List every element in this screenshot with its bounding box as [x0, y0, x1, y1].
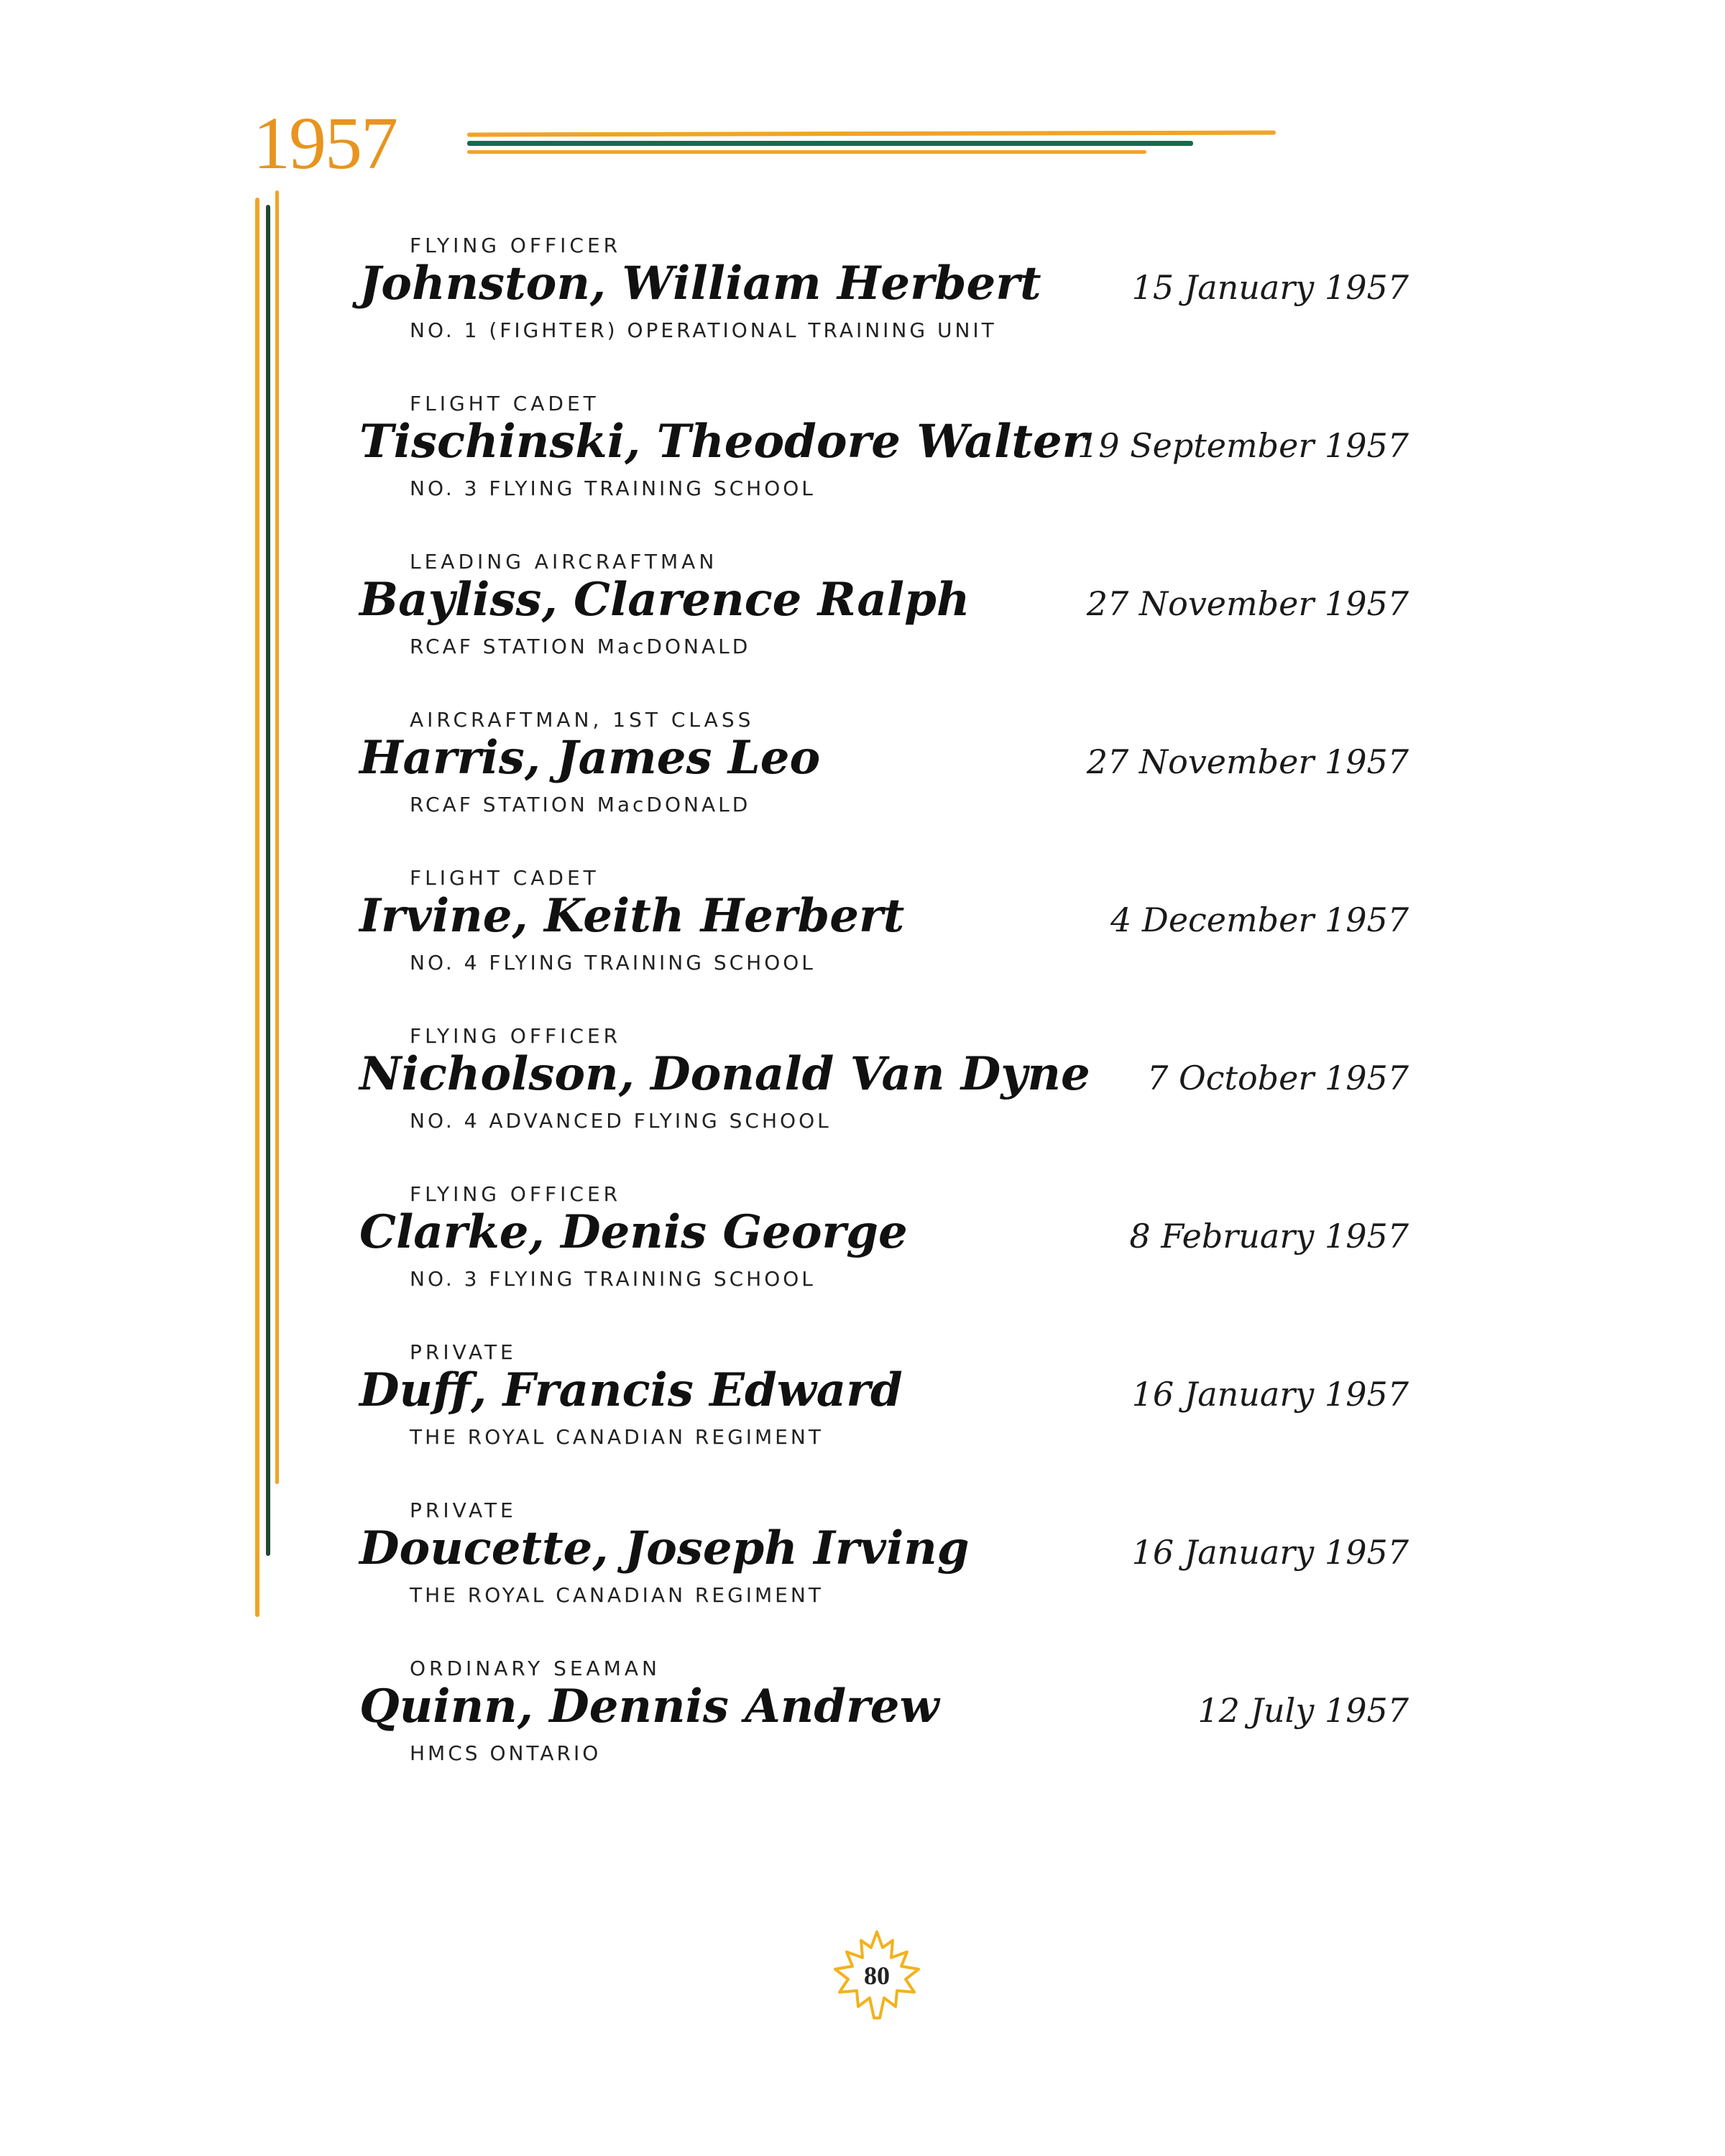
entry-date: 27 November 1957: [1086, 584, 1409, 623]
memorial-entry: [359, 1657, 1423, 1800]
entry-date: 15 January 1957: [1131, 268, 1409, 307]
entry-rank: FLYING OFFICER: [410, 234, 622, 257]
page-number-ornament: [827, 1926, 927, 2027]
entry-rank: ORDINARY SEAMAN: [410, 1657, 661, 1680]
entry-name: Duff, Francis Edward: [359, 1363, 903, 1417]
entry-name: Nicholson, Donald Van Dyne: [359, 1047, 1090, 1101]
entry-date: 12 July 1957: [1197, 1691, 1409, 1730]
left-rule-orange: [255, 198, 259, 1617]
top-rule-green: [467, 141, 1193, 146]
entry-name: Irvine, Keith Herbert: [359, 889, 905, 943]
entry-rank: FLIGHT CADET: [410, 866, 599, 890]
memorial-entry: [359, 1340, 1423, 1484]
entry-unit: NO. 3 FLYING TRAINING SCHOOL: [410, 476, 816, 500]
left-rule-orange-inner: [275, 190, 279, 1484]
entry-unit: NO. 1 (FIGHTER) OPERATIONAL TRAINING UNIT: [410, 318, 997, 342]
memorial-entry: [359, 392, 1423, 535]
entry-name: Quinn, Dennis Andrew: [359, 1680, 939, 1733]
entry-name: Tischinski, Theodore Walter: [359, 415, 1087, 469]
entry-date: 8 February 1957: [1129, 1217, 1409, 1256]
entry-name: Johnston, William Herbert: [359, 257, 1041, 310]
top-rule-orange-lower: [467, 150, 1146, 154]
entry-date: 7 October 1957: [1147, 1059, 1409, 1097]
entry-name: Clarke, Denis George: [359, 1205, 908, 1259]
entry-rank: PRIVATE: [410, 1340, 517, 1364]
left-rule-green: [266, 205, 270, 1556]
entry-unit: NO. 3 FLYING TRAINING SCHOOL: [410, 1267, 816, 1291]
entry-unit: THE ROYAL CANADIAN REGIMENT: [410, 1425, 824, 1449]
entry-rank: FLYING OFFICER: [410, 1182, 622, 1206]
memorial-entry: [359, 866, 1423, 1010]
entry-name: Bayliss, Clarence Ralph: [359, 573, 970, 627]
top-rule-orange: [467, 131, 1276, 137]
entry-name: Doucette, Joseph Irving: [359, 1521, 970, 1575]
entry-date: 27 November 1957: [1086, 742, 1409, 781]
entry-rank: FLYING OFFICER: [410, 1024, 622, 1048]
memorial-entry: [359, 1498, 1423, 1642]
entry-rank: AIRCRAFTMAN, 1ST CLASS: [410, 708, 755, 732]
entry-unit: NO. 4 FLYING TRAINING SCHOOL: [410, 951, 816, 975]
entry-unit: RCAF STATION MacDONALD: [410, 793, 751, 816]
memorial-entry: [359, 550, 1423, 694]
entry-rank: LEADING AIRCRAFTMAN: [410, 550, 718, 573]
memorial-entry: [359, 1182, 1423, 1326]
entry-name: Harris, James Leo: [359, 731, 821, 785]
memorial-entry: [359, 1024, 1423, 1168]
entry-unit: NO. 4 ADVANCED FLYING SCHOOL: [410, 1109, 832, 1133]
entry-unit: HMCS ONTARIO: [410, 1741, 602, 1765]
entry-date: 19 September 1957: [1077, 426, 1409, 465]
entry-rank: PRIVATE: [410, 1498, 517, 1522]
entry-rank: FLIGHT CADET: [410, 392, 599, 415]
entry-date: 16 January 1957: [1131, 1533, 1409, 1572]
memorial-entry: [359, 708, 1423, 852]
entry-unit: THE ROYAL CANADIAN REGIMENT: [410, 1583, 824, 1607]
year-heading: 1957: [253, 102, 397, 185]
entry-date: 16 January 1957: [1131, 1375, 1409, 1414]
memorial-entry: [359, 234, 1423, 377]
entry-unit: RCAF STATION MacDONALD: [410, 635, 751, 658]
page-number: 80: [864, 1961, 890, 1990]
entry-date: 4 December 1957: [1110, 900, 1409, 939]
